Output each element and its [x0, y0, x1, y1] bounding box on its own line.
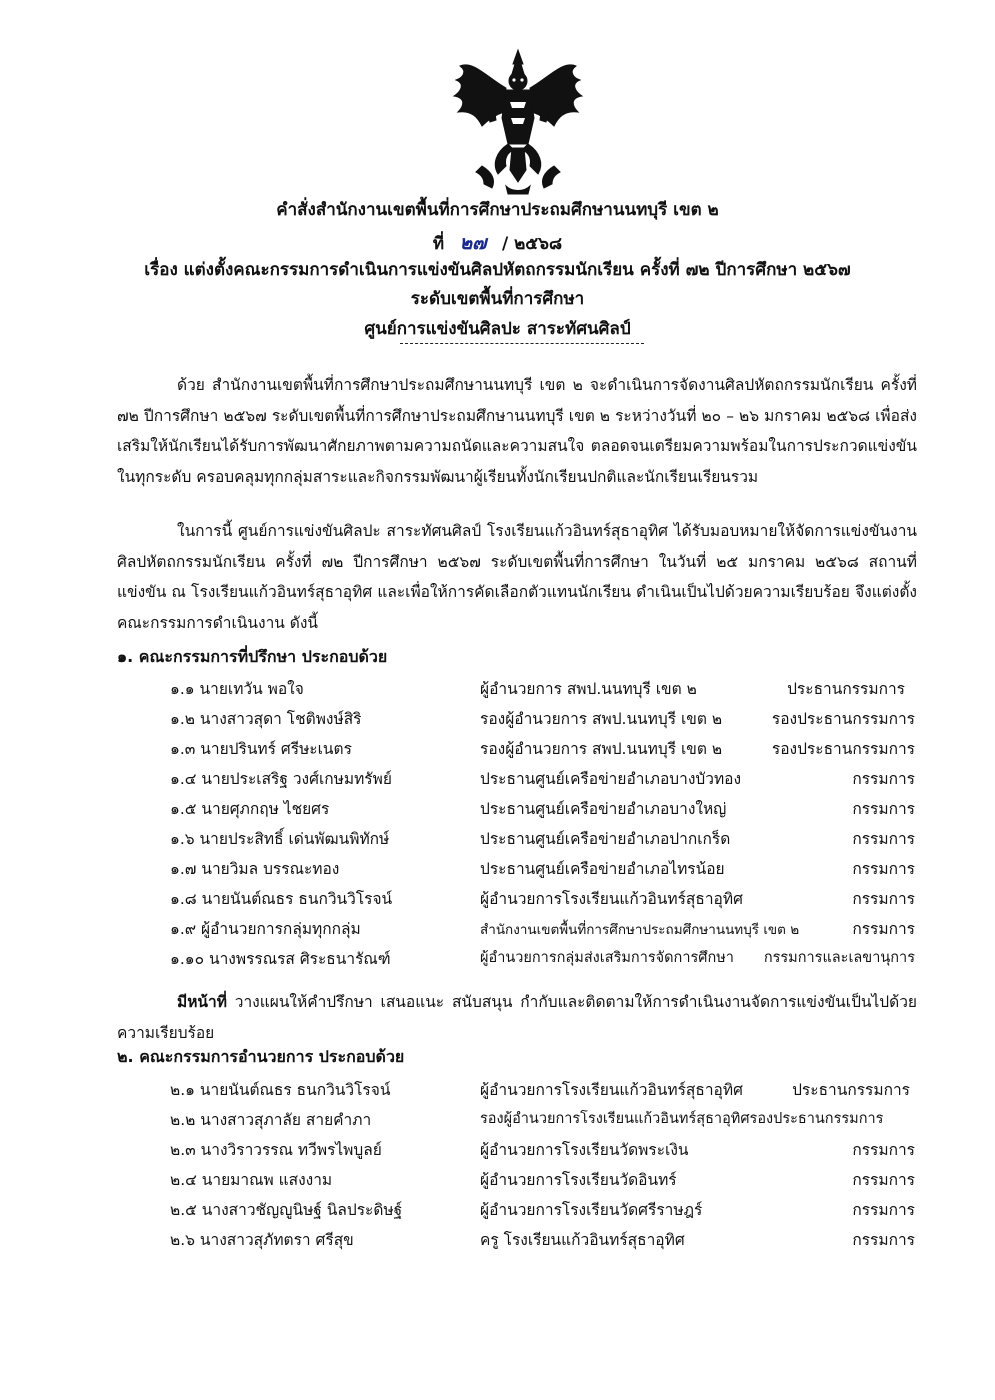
member-position: ประธานศูนย์เครือข่ายอำเภอไทรน้อย — [480, 860, 725, 878]
member-role: กรรมการ — [852, 890, 915, 908]
member-role: รองประธานกรรมการ — [771, 710, 915, 728]
garuda-emblem-icon — [448, 48, 588, 198]
member-role: กรรมการ — [852, 770, 915, 788]
member-position: รองผู้อำนวยการโรงเรียนแก้วอินทร์สุธาอุทิศรองประธานกรรมการ — [480, 1111, 884, 1127]
order-title: คำสั่งสำนักงานเขตพื้นที่การศึกษาประถมศึกษานนทบุรี เขต ๒ — [276, 200, 719, 220]
committee1-row — [170, 796, 915, 826]
member-role: กรรมการ — [852, 1201, 915, 1219]
member-name: ๑.๔ นายประเสริฐ วงศ์เกษมทรัพย์ — [170, 770, 392, 788]
separator-line — [400, 343, 644, 344]
member-position: ประธานศูนย์เครือข่ายอำเภอบางใหญ่ — [480, 800, 727, 818]
member-role: รองประธานกรรมการ — [771, 740, 915, 758]
member-name: ๒.๑ นายนันต์ณธร ธนกวินวิโรจน์ — [170, 1081, 391, 1099]
member-name: ๑.๘ นายนันต์ณธร ธนกวินวิโรจน์ — [170, 890, 393, 908]
committee1-row — [170, 856, 915, 886]
member-name: ๒.๕ นางสาวชัญญูนิษฐ์ นิลประดิษฐ์ — [170, 1201, 403, 1219]
member-role: ประธานกรรมการ — [792, 1081, 910, 1099]
committee1-heading: ๑. คณะกรรมการที่ปรึกษา ประกอบด้วย — [117, 647, 388, 666]
member-role: กรรมการ — [852, 800, 915, 818]
order-subject-line3: ศูนย์การแข่งขันศิลปะ สาระทัศนศิลป์ — [364, 319, 631, 339]
committee1-row — [170, 706, 915, 736]
committee2-row — [170, 1137, 915, 1167]
committee1-row — [170, 766, 915, 796]
member-position: สำนักงานเขตพื้นที่การศึกษาประถมศึกษานนทบุรี เขต ๒ — [480, 922, 800, 938]
committee2-row — [170, 1227, 915, 1257]
member-role: กรรมการ — [852, 1231, 915, 1249]
member-role: กรรมการ — [852, 920, 915, 938]
committee2-row — [170, 1167, 915, 1197]
member-position: ผู้อำนวยการ สพป.นนทบุรี เขต ๒ — [480, 680, 697, 698]
duty-paragraph — [117, 987, 917, 1048]
member-name: ๑.๖ นายประสิทธิ์ เด่นพัฒนพิทักษ์ — [170, 830, 390, 848]
order-subject: เรื่อง แต่งตั้งคณะกรรมการดำเนินการแข่งขันศิลปหัตถกรรมนักเรียน ครั้งที่ ๗๒ ปีการศึกษา ๒๕๖๗ — [144, 260, 851, 280]
committee2-row — [170, 1077, 915, 1107]
order-number-prefix: ที่ — [432, 234, 445, 254]
committee1-row — [170, 916, 915, 946]
member-name: ๑.๑ นายเทวัน พอใจ — [170, 680, 304, 698]
member-name: ๑.๙ ผู้อำนวยการกลุ่มทุกกลุ่ม — [170, 920, 361, 938]
member-name: ๒.๒ นางสาวสุภาลัย สายคำภา — [170, 1111, 372, 1129]
committee2-heading: ๒. คณะกรรมการอำนวยการ ประกอบด้วย — [117, 1047, 405, 1066]
member-position: ประธานศูนย์เครือข่ายอำเภอปากเกร็ด — [480, 830, 731, 848]
member-name: ๑.๗ นายวิมล บรรณะทอง — [170, 860, 340, 878]
member-position: ผู้อำนวยการโรงเรียนวัดศรีราษฎร์ — [480, 1201, 703, 1219]
duty-label: มีหน้าที่ — [177, 993, 227, 1011]
member-position: ผู้อำนวยการโรงเรียนวัดพระเงิน — [480, 1141, 689, 1159]
member-position: รองผู้อำนวยการ สพป.นนทบุรี เขต ๒ — [480, 740, 723, 758]
member-role: กรรมการ — [852, 860, 915, 878]
member-name: ๑.๕ นายศุภกฤษ ไชยศร — [170, 800, 330, 818]
committee1-row — [170, 946, 915, 976]
order-number — [0, 228, 995, 258]
member-role: กรรมการ — [852, 1171, 915, 1189]
order-number-handwritten: ๒๗ — [459, 233, 487, 254]
member-position: ประธานศูนย์เครือข่ายอำเภอบางบัวทอง — [480, 770, 742, 788]
committee1-row — [170, 676, 915, 706]
committee2-row — [170, 1107, 915, 1137]
order-subject-line2: ระดับเขตพื้นที่การศึกษา — [410, 289, 585, 309]
member-role: ประธานกรรมการ — [787, 680, 905, 698]
committee1-row — [170, 886, 915, 916]
member-name: ๑.๓ นายปรินทร์ ศรีษะเนตร — [170, 740, 352, 758]
member-position: ผู้อำนวยการกลุ่มส่งเสริมการจัดการศึกษา — [480, 950, 734, 966]
order-number-suffix: / ๒๕๖๘ — [501, 234, 563, 254]
committee1-row — [170, 736, 915, 766]
paragraph-intro: ด้วย สำนักงานเขตพื้นที่การศึกษาประถมศึกษานนทบุรี เขต ๒ จะดำเนินการจัดงานศิลปหัตถกรรมนักเรียน ครั้งที่ ๗๒ ปีการศึกษา ๒๕๖๗ ระดับเขตพื้นที่การศึกษาประถมศึกษานนทบุรี เขต ๒ ระหว่างวันที่ ๒๐ – ๒๖ มกราคม ๒๕๖๘ เพื่อส่งเสริมให้นักเรียนได้รับการพัฒนาศักยภาพตามความถนัดและความสนใจ ตลอดจนเตรียมความพร้อมในการประกวดแข่งขันในทุกระดับ ครอบคลุมทุกกลุ่มสาระและกิจกรรมพัฒนาผู้เรียนทั้งนักเรียนปกติและนักเรียนเรียนรวม — [117, 376, 917, 486]
member-role: กรรมการ — [852, 1141, 915, 1159]
paragraph-assignment: ในการนี้ ศูนย์การแข่งขันศิลปะ สาระทัศนศิลป์ โรงเรียนแก้วอินทร์สุธาอุทิศ ได้รับมอบหมายให้จัดการแข่งขันงานศิลปหัตถกรรมนักเรียน ครั้งที่ ๗๒ ปีการศึกษา ๒๕๖๗ ระดับเขตพื้นที่การศึกษา ในวันที่ ๒๕ มกราคม ๒๕๖๘ สถานที่แข่งขัน ณ โรงเรียนแก้วอินทร์สุธาอุทิศ และเพื่อให้การคัดเลือกตัวแทนนักเรียน ดำเนินเป็นไปด้วยความเรียบร้อย จึงแต่งตั้งคณะกรรมการดำเนินงาน ดังนี้ — [117, 522, 917, 632]
member-name: ๑.๑๐ นางพรรณรส ศิระธนารัณฑ์ — [170, 950, 391, 968]
member-role: กรรมการ — [852, 830, 915, 848]
duty-text: วางแผนให้คำปรึกษา เสนอแนะ สนับสนุน กำกับและติดตามให้การดำเนินงานจัดการแข่งขันเป็นไปด้วยความเรียบร้อย — [117, 993, 917, 1042]
member-position: รองผู้อำนวยการ สพป.นนทบุรี เขต ๒ — [480, 710, 723, 728]
member-position: ผู้อำนวยการโรงเรียนแก้วอินทร์สุธาอุทิศ — [480, 1081, 743, 1099]
member-position: ผู้อำนวยการโรงเรียนแก้วอินทร์สุธาอุทิศ — [480, 890, 743, 908]
member-name: ๒.๖ นางสาวสุภัทตรา ศรีสุข — [170, 1231, 354, 1249]
member-position: ผู้อำนวยการโรงเรียนวัดอินทร์ — [480, 1171, 677, 1189]
committee1-row — [170, 826, 915, 856]
member-name: ๒.๔ นายมาณพ แสงงาม — [170, 1171, 333, 1189]
member-name: ๑.๒ นางสาวสุดา โชติพงษ์สิริ — [170, 710, 362, 728]
committee2-row — [170, 1197, 915, 1227]
member-name: ๒.๓ นางวิราวรรณ ทวีพรไพบูลย์ — [170, 1141, 382, 1159]
member-role: กรรมการและเลขานุการ — [763, 950, 915, 966]
member-position: ครู โรงเรียนแก้วอินทร์สุธาอุทิศ — [480, 1231, 685, 1249]
